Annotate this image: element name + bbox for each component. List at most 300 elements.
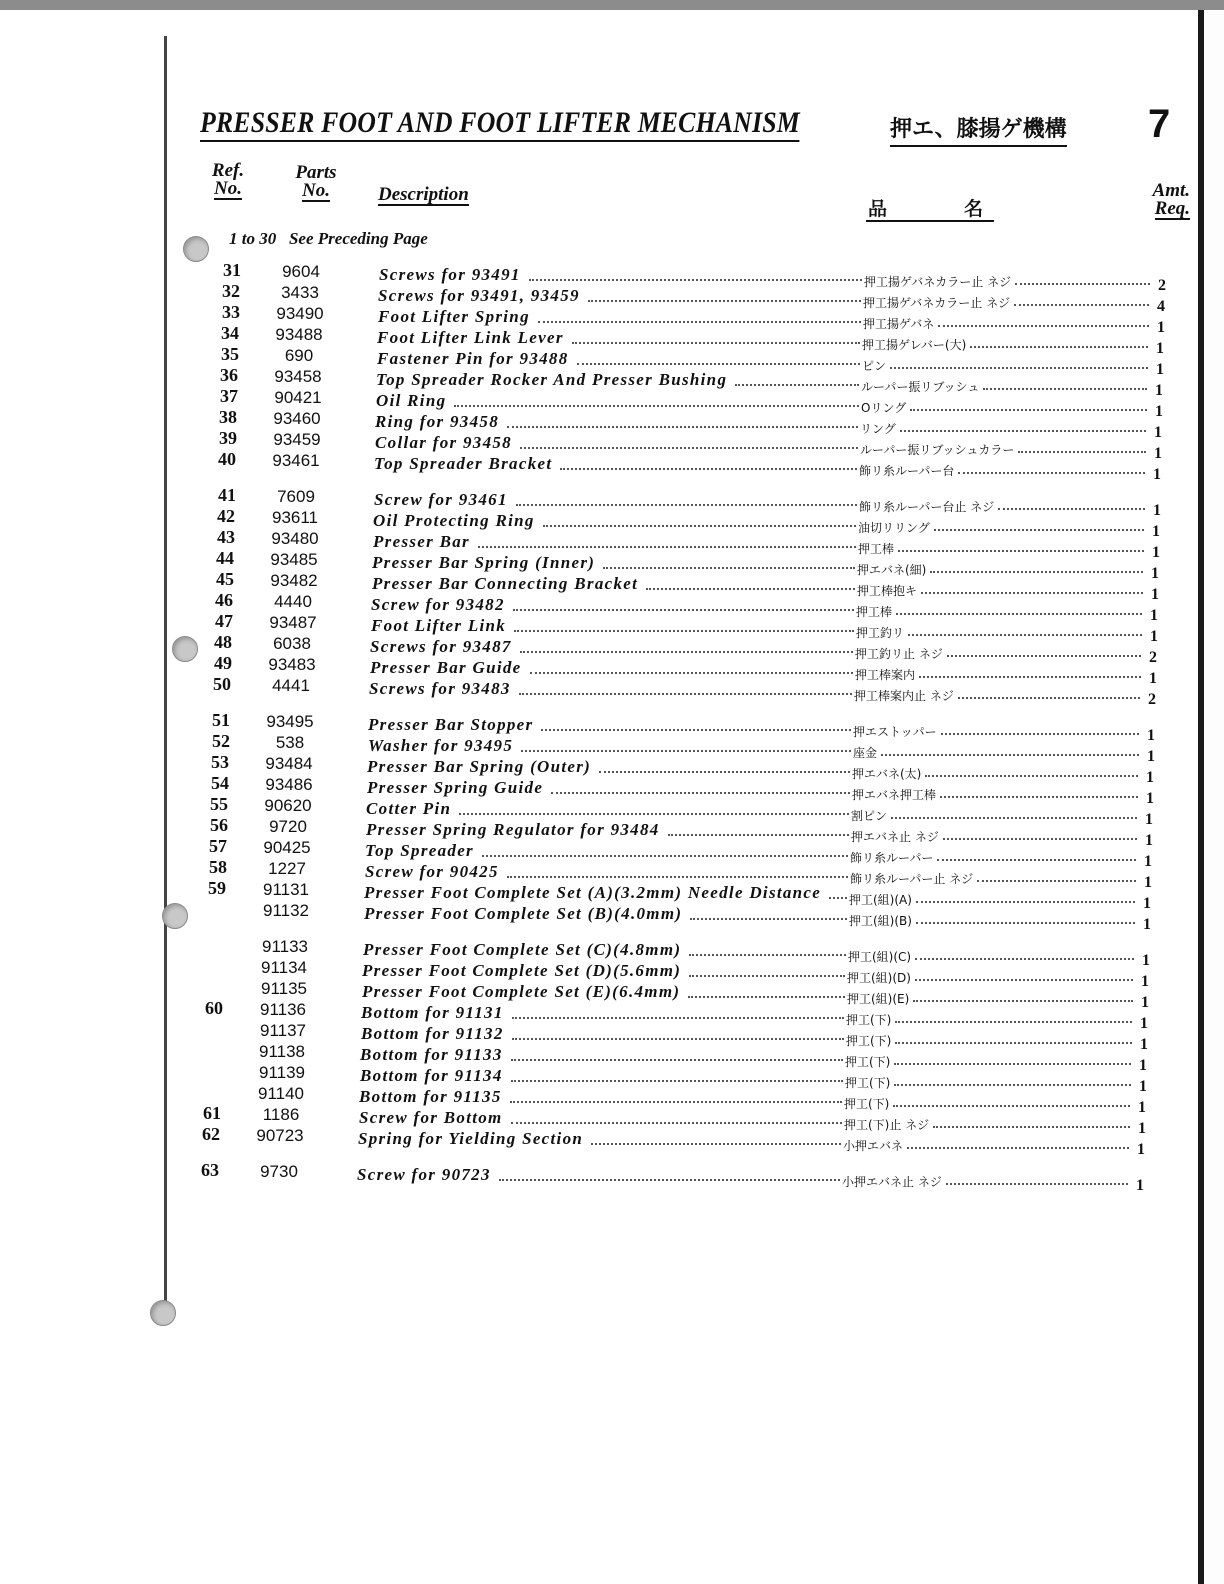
part-number: 93486 (265, 775, 313, 794)
header-japanese-name (866, 194, 994, 222)
leader-dots (521, 750, 851, 752)
japanese-name: 押工棒 (856, 605, 893, 619)
japanese-name: ピン (862, 359, 887, 373)
part-description: Screw for 93461 (374, 490, 512, 510)
part-description: Foot Lifter Spring (378, 307, 534, 327)
part-number: 93480 (271, 529, 319, 548)
part-number: 690 (284, 346, 314, 365)
amount-required: 1 (1141, 994, 1149, 1011)
ref-number: 46 (215, 590, 233, 610)
leader-dots (983, 388, 1147, 390)
leader-dots (646, 588, 855, 590)
leader-dots (829, 897, 847, 899)
preceding-page-note: 1 to 30 See Preceding Page (229, 229, 428, 248)
japanese-name: ルーパー振リブッシュカラー (860, 443, 1015, 457)
page-title (200, 100, 1200, 160)
ref-number: 48 (214, 632, 232, 652)
japanese-name: 押工(下) (844, 1097, 890, 1111)
part-description: Washer for 93495 (368, 736, 517, 756)
leader-dots (894, 1063, 1131, 1065)
part-number: 90425 (263, 838, 311, 857)
punch-hole-icon (183, 236, 209, 262)
table-row (0, 1160, 1224, 1194)
ref-number: 63 (201, 1160, 219, 1180)
amount-required: 1 (1144, 853, 1152, 870)
part-description: Screw for 93482 (371, 595, 509, 615)
part-description: Bottom for 91135 (359, 1087, 506, 1107)
leader-dots (970, 346, 1148, 348)
part-description: Screws for 93491 (379, 265, 525, 285)
ref-number: 43 (217, 527, 235, 547)
leader-dots (482, 855, 848, 857)
japanese-name: 飾リ糸ルーパー (850, 851, 934, 865)
amount-required: 1 (1155, 382, 1163, 399)
part-number: 9730 (260, 1162, 298, 1181)
part-number: 93490 (276, 304, 324, 323)
amount-required: 1 (1155, 403, 1163, 420)
japanese-name: 割ピン (851, 809, 888, 823)
punch-hole-icon (150, 1300, 176, 1326)
part-description: Presser Bar Guide (370, 658, 526, 678)
japanese-name: 押エバネ止 ネジ (851, 830, 939, 844)
amount-required: 1 (1146, 790, 1154, 807)
japanese-name: 押工(下) (845, 1055, 891, 1069)
amount-required: 1 (1152, 544, 1160, 561)
part-number: 91132 (262, 901, 309, 920)
japanese-name: Oリング (861, 401, 907, 415)
japanese-name: 小押エバネ (843, 1139, 904, 1153)
japanese-name: 押工棒抱キ (857, 584, 918, 598)
ref-number: 31 (223, 260, 241, 280)
part-description: Top Spreader (365, 841, 478, 861)
amount-required: 4 (1157, 298, 1165, 315)
leader-dots (898, 550, 1144, 552)
leader-dots (541, 729, 851, 731)
amount-required: 1 (1141, 973, 1149, 990)
part-number: 3433 (281, 283, 319, 302)
leader-dots (588, 300, 861, 302)
part-number: 91135 (260, 979, 307, 998)
leader-dots (603, 567, 855, 569)
japanese-name: 座金 (853, 746, 878, 760)
leader-dots (543, 525, 856, 527)
part-description: Bottom for 91133 (360, 1045, 507, 1065)
part-number: 90723 (256, 1126, 304, 1145)
amount-required: 1 (1140, 1015, 1148, 1032)
amount-required: 1 (1147, 748, 1155, 765)
header-description-label: Description (378, 184, 469, 205)
part-description: Presser Foot Complete Set (C)(4.8mm) (363, 940, 685, 960)
leader-dots (507, 876, 848, 878)
leader-dots (599, 771, 850, 773)
header-jp-name-a: 品 (868, 198, 888, 220)
leader-dots (943, 838, 1137, 840)
leader-dots (512, 1017, 844, 1019)
amount-required: 1 (1140, 1036, 1148, 1053)
amount-required: 1 (1154, 424, 1162, 441)
japanese-name: 押工揚ゲバネカラー止 ネジ (863, 296, 1011, 310)
ref-number: 61 (203, 1103, 221, 1123)
header-amt-top: Amt. (1152, 180, 1190, 201)
japanese-name: 押工棒案内止 ネジ (854, 689, 954, 703)
leader-dots (915, 979, 1133, 981)
amount-required: 1 (1143, 916, 1151, 933)
part-number: 1227 (268, 859, 306, 878)
japanese-name: 押工(下) (845, 1076, 891, 1090)
leader-dots (1018, 451, 1146, 453)
amount-required: 1 (1156, 340, 1164, 357)
amount-required: 2 (1148, 691, 1156, 708)
part-number: 91137 (259, 1021, 306, 1040)
part-description: Bottom for 91132 (361, 1024, 508, 1044)
japanese-name: 小押エバネ止 ネジ (842, 1175, 942, 1189)
part-description: Presser Bar Spring (Inner) (372, 553, 599, 573)
part-number: 7609 (277, 487, 315, 506)
ref-number: 38 (219, 407, 237, 427)
part-description: Collar for 93458 (375, 433, 516, 453)
part-number: 91140 (257, 1084, 304, 1103)
leader-dots (894, 1084, 1131, 1086)
leader-dots (499, 1179, 840, 1181)
ref-number: 35 (221, 344, 239, 364)
leader-dots (946, 1183, 1128, 1185)
ref-number: 56 (210, 815, 228, 835)
ref-number: 53 (211, 752, 229, 772)
leader-dots (577, 363, 860, 365)
leader-dots (958, 697, 1140, 699)
japanese-name: 押エストッパー (853, 725, 937, 739)
amount-required: 1 (1145, 832, 1153, 849)
amount-required: 1 (1150, 607, 1158, 624)
part-number: 90421 (274, 388, 322, 407)
part-number: 91133 (261, 937, 308, 956)
amount-required: 1 (1144, 874, 1152, 891)
japanese-name: 押工(下)止 ネジ (844, 1118, 930, 1132)
part-number: 91131 (262, 880, 309, 899)
part-description: Presser Foot Complete Set (A)(3.2mm) Needle Distance (364, 883, 825, 903)
part-number: 93611 (271, 508, 318, 527)
japanese-name: 押工釣リ (856, 626, 905, 640)
header-parts-bottom: No. (302, 180, 330, 201)
leader-dots (1014, 304, 1149, 306)
amount-required: 1 (1156, 361, 1164, 378)
ref-number: 52 (212, 731, 230, 751)
part-description: Bottom for 91134 (360, 1066, 507, 1086)
leader-dots (919, 676, 1141, 678)
ref-number: 57 (209, 836, 227, 856)
part-number: 4440 (274, 592, 312, 611)
leader-dots (516, 504, 857, 506)
part-description: Screw for Bottom (359, 1108, 507, 1128)
amount-required: 1 (1145, 811, 1153, 828)
leader-dots (689, 975, 845, 977)
part-number: 538 (275, 733, 305, 752)
leader-dots (940, 796, 1138, 798)
leader-dots (520, 651, 853, 653)
part-number: 93458 (274, 367, 322, 386)
title-english: PRESSER FOOT AND FOOT LIFTER MECHANISM (200, 106, 800, 142)
part-description: Screws for 93483 (369, 679, 515, 699)
leader-dots (947, 655, 1141, 657)
part-description: Presser Foot Complete Set (B)(4.0mm) (364, 904, 686, 924)
part-number: 91136 (259, 1000, 306, 1019)
part-description: Foot Lifter Link (371, 616, 510, 636)
part-description: Screw for 90425 (365, 862, 503, 882)
amount-required: 1 (1146, 769, 1154, 786)
ref-number: 54 (211, 773, 229, 793)
ref-number: 41 (218, 485, 236, 505)
leader-dots (916, 922, 1135, 924)
part-description: Cotter Pin (366, 799, 455, 819)
amount-required: 1 (1137, 1141, 1145, 1158)
leader-dots (668, 834, 849, 836)
ref-number: 36 (220, 365, 238, 385)
leader-dots (591, 1143, 841, 1145)
part-number: 4441 (272, 676, 310, 695)
ref-number: 39 (219, 428, 237, 448)
japanese-name: 押工(組)(C) (848, 950, 912, 964)
part-description: Oil Ring (376, 391, 450, 411)
leader-dots (507, 426, 858, 428)
part-number: 93460 (273, 409, 321, 428)
amount-required: 1 (1150, 628, 1158, 645)
part-description: Top Spreader Bracket (374, 454, 556, 474)
amount-required: 2 (1149, 649, 1157, 666)
leader-dots (977, 880, 1136, 882)
leader-dots (958, 472, 1145, 474)
leader-dots (689, 954, 846, 956)
japanese-name: 押工(組)(B) (849, 914, 912, 928)
leader-dots (900, 430, 1146, 432)
title-japanese: 押エ、膝揚ゲ機構 (890, 112, 1067, 147)
leader-dots (1015, 283, 1150, 285)
japanese-name: 押エバネ(細) (857, 563, 927, 577)
japanese-name: 押工棒 (858, 542, 895, 556)
japanese-name: 押工(下) (846, 1034, 892, 1048)
header-amt-bottom: Req. (1154, 198, 1190, 219)
amount-required: 1 (1147, 727, 1155, 744)
amount-required: 1 (1139, 1057, 1147, 1074)
japanese-name: 押工(組)(D) (847, 971, 911, 985)
leader-dots (512, 1038, 844, 1040)
part-number: 93495 (266, 712, 314, 731)
table-row (0, 674, 1224, 708)
leader-dots (510, 1101, 842, 1103)
part-number: 90620 (264, 796, 312, 815)
header-description (378, 186, 469, 206)
part-number: 93484 (265, 754, 313, 773)
leader-dots (514, 630, 854, 632)
amount-required: 1 (1151, 565, 1159, 582)
ref-number: 37 (220, 386, 238, 406)
leader-dots (520, 447, 858, 449)
ref-number: 34 (221, 323, 239, 343)
header-amount-required (1128, 182, 1190, 220)
leader-dots (998, 508, 1145, 510)
part-description: Ring for 93458 (375, 412, 503, 432)
amount-required: 1 (1149, 670, 1157, 687)
amount-required: 1 (1139, 1078, 1147, 1095)
japanese-name: リング (860, 422, 896, 436)
leader-dots (513, 609, 854, 611)
amount-required: 1 (1138, 1120, 1146, 1137)
part-description: Bottom for 91131 (361, 1003, 508, 1023)
leader-dots (891, 817, 1137, 819)
ref-number: 50 (213, 674, 231, 694)
part-description: Presser Foot Complete Set (D)(5.6mm) (362, 961, 685, 981)
ref-number: 40 (218, 449, 236, 469)
leader-dots (551, 792, 850, 794)
leader-dots (930, 571, 1143, 573)
leader-dots (910, 409, 1147, 411)
ref-number: 42 (217, 506, 235, 526)
part-number: 91134 (260, 958, 307, 977)
amount-required: 1 (1153, 502, 1161, 519)
part-description: Presser Bar Spring (Outer) (367, 757, 595, 777)
leader-dots (688, 996, 845, 998)
part-number: 1186 (262, 1105, 300, 1124)
leader-dots (454, 405, 859, 407)
part-number: 93482 (270, 571, 318, 590)
leader-dots (921, 592, 1143, 594)
leader-dots (690, 918, 847, 920)
leader-dots (916, 901, 1135, 903)
part-description: Top Spreader Rocker And Presser Bushing (376, 370, 731, 390)
leader-dots (511, 1122, 842, 1124)
leader-dots (459, 813, 849, 815)
amount-required: 1 (1154, 445, 1162, 462)
ref-number: 44 (216, 548, 234, 568)
section-number: 7 (1148, 102, 1171, 146)
part-number: 9604 (282, 262, 320, 281)
part-number: 9720 (269, 817, 307, 836)
leader-dots (529, 279, 862, 281)
japanese-name: 押工(組)(E) (847, 992, 910, 1006)
japanese-name: 押工揚ゲバネ (863, 317, 935, 331)
part-description: Fastener Pin for 93488 (377, 349, 573, 369)
japanese-name: 押工揚ゲレバー(大) (862, 338, 967, 352)
japanese-name: ルーパー振リブッシュ (861, 380, 980, 394)
leader-dots (560, 468, 857, 470)
leader-dots (735, 384, 859, 386)
leader-dots (511, 1080, 843, 1082)
leader-dots (908, 634, 1142, 636)
leader-dots (895, 1042, 1132, 1044)
part-description: Screws for 93487 (370, 637, 516, 657)
amount-required: 1 (1143, 895, 1151, 912)
part-number: 93485 (270, 550, 318, 569)
part-number: 93487 (269, 613, 317, 632)
part-description: Screws for 93491, 93459 (378, 286, 584, 306)
japanese-name: 押エバネ押工棒 (852, 788, 937, 802)
ref-number: 58 (209, 857, 227, 877)
leader-dots (511, 1059, 843, 1061)
part-number: 93483 (268, 655, 316, 674)
amount-required: 2 (1158, 277, 1166, 294)
japanese-name: 押エバネ(太) (852, 767, 922, 781)
part-number: 93461 (272, 451, 320, 470)
amount-required: 1 (1152, 523, 1160, 540)
leader-dots (890, 367, 1148, 369)
japanese-name: 油切リリング (858, 521, 930, 535)
leader-dots (893, 1105, 1130, 1107)
leader-dots (933, 1126, 1130, 1128)
japanese-name: 飾リ糸ルーパー止 ネジ (850, 872, 974, 886)
leader-dots (538, 321, 861, 323)
header-jp-name-b: 名 (964, 198, 984, 220)
leader-dots (938, 325, 1149, 327)
leader-dots (913, 1000, 1133, 1002)
part-description: Spring for Yielding Section (358, 1129, 587, 1149)
ref-number: 62 (202, 1124, 220, 1144)
leader-dots (915, 958, 1134, 960)
leader-dots (572, 342, 860, 344)
leader-dots (925, 775, 1138, 777)
leader-dots (881, 754, 1139, 756)
leader-dots (519, 693, 852, 695)
amount-required: 1 (1157, 319, 1165, 336)
amount-required: 1 (1138, 1099, 1146, 1116)
japanese-name: 飾リ糸ルーパー台止 ネジ (859, 500, 995, 514)
part-description: Presser Foot Complete Set (E)(6.4mm) (362, 982, 684, 1002)
ref-number: 55 (210, 794, 228, 814)
leader-dots (478, 546, 856, 548)
japanese-name: 押工(下) (846, 1013, 892, 1027)
part-description: Presser Bar Connecting Bracket (372, 574, 642, 594)
part-number: 91139 (258, 1063, 305, 1082)
part-description: Oil Protecting Ring (373, 511, 539, 531)
part-description: Presser Bar (373, 532, 474, 552)
japanese-name: 押工(組)(A) (849, 893, 912, 907)
amount-required: 1 (1136, 1177, 1144, 1194)
part-number: 93459 (273, 430, 321, 449)
ref-number: 33 (222, 302, 240, 322)
ref-number: 60 (205, 998, 223, 1018)
leader-dots (934, 529, 1144, 531)
japanese-name: 押工棒案内 (855, 668, 916, 682)
header-parts-top: Parts (295, 162, 337, 183)
leader-dots (941, 733, 1139, 735)
part-number: 93488 (275, 325, 323, 344)
amount-required: 1 (1142, 952, 1150, 969)
scan-top-edge (0, 0, 1224, 10)
header-ref-bottom: No. (214, 178, 242, 199)
part-description: Screw for 90723 (357, 1165, 495, 1185)
ref-number: 45 (216, 569, 234, 589)
leader-dots (937, 859, 1136, 861)
leader-dots (896, 613, 1142, 615)
part-number: 91138 (258, 1042, 305, 1061)
table-row (0, 901, 1224, 933)
amount-required: 1 (1151, 586, 1159, 603)
ref-number: 32 (222, 281, 240, 301)
ref-number: 51 (212, 710, 230, 730)
leader-dots (530, 672, 853, 674)
header-ref-no (202, 162, 254, 200)
leader-dots (907, 1147, 1129, 1149)
part-number: 6038 (273, 634, 311, 653)
part-description: Presser Bar Stopper (368, 715, 537, 735)
header-parts-no (284, 164, 348, 202)
ref-number: 47 (215, 611, 233, 631)
part-description: Presser Spring Regulator for 93484 (366, 820, 664, 840)
ref-number: 59 (208, 878, 226, 898)
amount-required: 1 (1153, 466, 1161, 483)
part-description: Foot Lifter Link Lever (377, 328, 568, 348)
header-ref-top: Ref. (211, 160, 245, 181)
ref-number: 49 (214, 653, 232, 673)
japanese-name: 押工揚ゲバネカラー止 ネジ (864, 275, 1012, 289)
